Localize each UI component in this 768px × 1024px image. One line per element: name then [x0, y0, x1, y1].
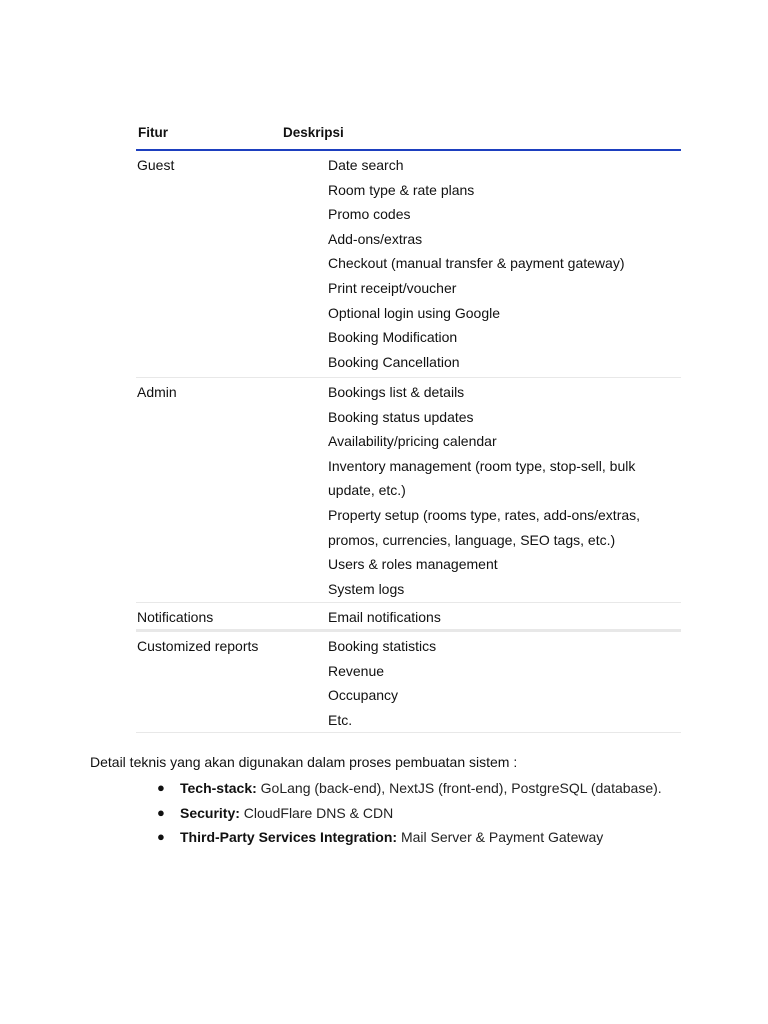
- details-value: CloudFlare DNS & CDN: [239, 804, 394, 821]
- description-item: Booking Modification: [328, 329, 458, 346]
- description-item: Booking Cancellation: [328, 353, 460, 370]
- description-item: Promo codes: [328, 206, 411, 223]
- details-bullet-tech-stack: [90, 776, 730, 801]
- bullet-icon: ●: [157, 780, 165, 795]
- details-term: Third-Party Services Integration:: [180, 829, 398, 845]
- feature-name: Admin: [137, 384, 177, 400]
- feature-name: Customized reports: [137, 638, 259, 654]
- table-row-admin: [136, 378, 681, 603]
- feature-description-list: [328, 632, 681, 736]
- description-item: Property setup (rooms type, rates, add-ons/extras,: [328, 506, 641, 523]
- description-item: Add-ons/extras: [328, 230, 423, 247]
- description-item: Bookings list & details: [328, 384, 465, 400]
- description-item: System logs: [328, 580, 405, 597]
- details-bullet-list: [90, 776, 730, 850]
- description-item: promos, currencies, language, SEO tags, etc.): [328, 531, 616, 548]
- details-bullet-security: [90, 801, 730, 826]
- description-item: Revenue: [328, 662, 385, 679]
- details-value: GoLang (back-end), NextJS (front-end), PostgreSQL (database).: [256, 780, 662, 796]
- technical-details: [90, 752, 730, 850]
- feature-name: Notifications: [137, 609, 214, 625]
- feature-name: Guest: [137, 157, 175, 173]
- description-item: Checkout (manual transfer & payment gateway): [328, 255, 625, 272]
- bullet-icon: ●: [157, 829, 165, 844]
- description-item: Availability/pricing calendar: [328, 433, 497, 450]
- description-item: Booking statistics: [328, 638, 437, 654]
- table-row-customized-reports: [136, 632, 681, 733]
- column-header-deskripsi: Deskripsi: [283, 125, 344, 140]
- description-item: Users & roles management: [328, 556, 498, 573]
- feature-description-list: [328, 151, 681, 378]
- description-item: Etc.: [328, 711, 353, 728]
- column-header-fitur: Fitur: [138, 125, 168, 140]
- feature-table: [136, 122, 681, 733]
- description-item: Print receipt/voucher: [328, 279, 457, 296]
- description-item: Inventory management (room type, stop-sell, bulk: [328, 457, 636, 474]
- description-item: Booking status updates: [328, 408, 474, 425]
- description-item: Date search: [328, 157, 404, 173]
- description-item: Occupancy: [328, 687, 399, 704]
- description-item: Optional login using Google: [328, 304, 501, 321]
- details-term: Security:: [180, 804, 240, 821]
- details-bullet-third-party: [90, 825, 730, 850]
- details-intro: Detail teknis yang akan digunakan dalam proses pembuatan sistem :: [90, 754, 518, 770]
- details-value: Mail Server & Payment Gateway: [397, 829, 604, 845]
- description-item: Room type & rate plans: [328, 181, 475, 198]
- feature-description-list: [328, 378, 681, 605]
- bullet-icon: ●: [157, 804, 165, 820]
- table-header: [136, 122, 681, 151]
- details-term: Tech-stack:: [180, 780, 257, 796]
- table-row-guest: [136, 151, 681, 378]
- description-item: Email notifications: [328, 609, 441, 625]
- description-item: update, etc.): [328, 482, 406, 499]
- feature-description-list: [328, 603, 681, 634]
- table-row-notifications: [136, 603, 681, 632]
